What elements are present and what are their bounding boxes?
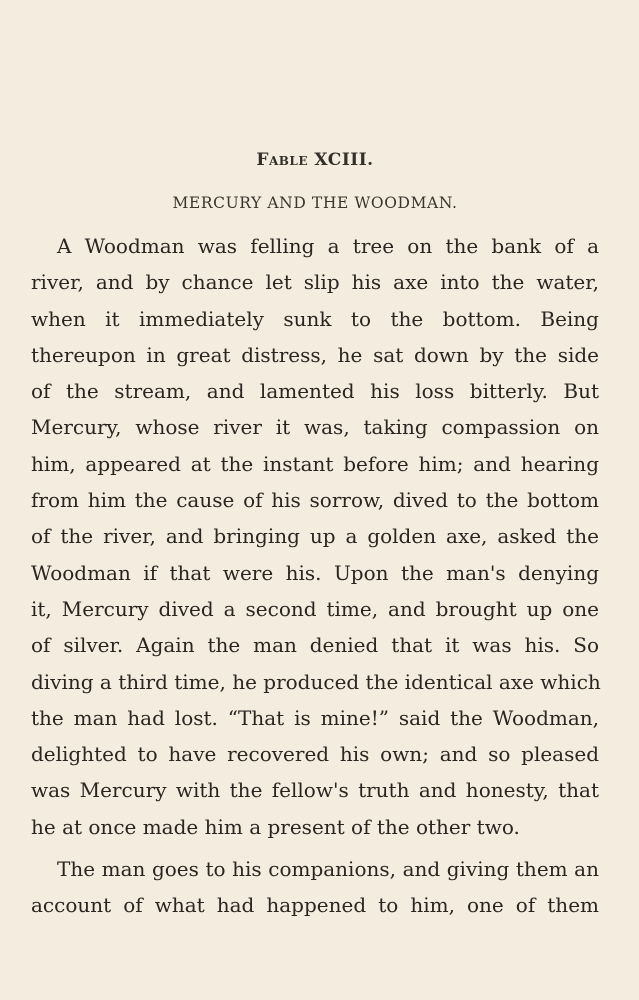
text-line: Woodman if that were his. Upon the man's denying [31,560,599,585]
fable-title: MERCURY AND THE WOODMAN. [172,194,458,212]
text-line: account of what had happened to him, one of them [31,893,599,918]
text-line: it, Mercury dived a second time, and brought up one [31,596,599,621]
text-line: diving a third time, he produced the identical axe which [31,669,601,694]
text-line: of silver. Again the man denied that it was his. So [31,633,599,658]
text-line: him, appeared at the instant before him; and hearing [31,451,599,476]
text-line: of the stream, and lamented his loss bitterly. But [31,379,599,404]
paragraph-2 [31,851,599,924]
text-line: from him the cause of his sorrow, dived to the bottom [31,488,599,513]
fable-number: Fable XCIII. [256,150,374,170]
text-line: The man goes to his companions, and giving them an [57,857,599,882]
text-line: when it immediately sunk to the bottom. Being [31,306,599,331]
text-line: thereupon in great distress, he sat down by the side [31,342,599,367]
text-line: A Woodman was felling a tree on the bank of a [57,234,599,258]
text-line: he at once made him a present of the other two. [31,814,520,839]
text-line: the man had lost. “That is mine!” said the Woodman, [31,705,599,730]
text-line: Mercury, whose river it was, taking compassion on [31,415,599,440]
paragraph-1 [31,228,599,845]
text-line: delighted to have recovered his own; and so pleased [31,742,599,767]
text-line: was Mercury with the fellow's truth and honesty, that [31,778,599,803]
text-line: river, and by chance let slip his axe into the water, [31,270,599,295]
text-line: of the river, and bringing up a golden axe, asked the [31,524,599,549]
